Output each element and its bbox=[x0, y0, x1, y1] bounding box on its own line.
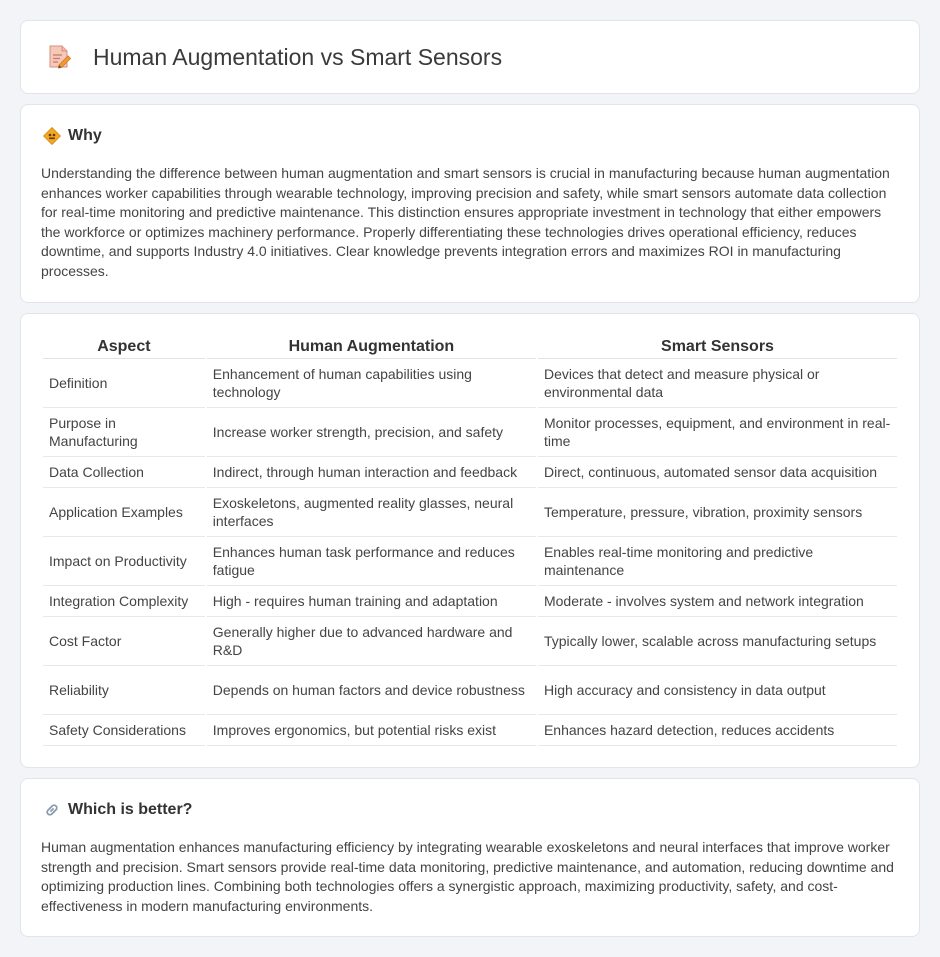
smart-sensors-cell: Devices that detect and measure physical or environmental data bbox=[538, 359, 897, 408]
header-aspect: Aspect bbox=[43, 334, 205, 359]
human-augmentation-cell: Exoskeletons, augmented reality glasses, neural interfaces bbox=[207, 488, 536, 537]
smart-sensors-cell: Enhances hazard detection, reduces accidents bbox=[538, 715, 897, 746]
smart-sensors-cell: Enables real-time monitoring and predictive maintenance bbox=[538, 537, 897, 586]
table-row bbox=[43, 666, 897, 715]
table-row bbox=[43, 537, 897, 586]
table-row bbox=[43, 359, 897, 408]
aspect-cell: Definition bbox=[43, 359, 205, 408]
aspect-cell: Safety Considerations bbox=[43, 715, 205, 746]
aspect-cell: Purpose in Manufacturing bbox=[43, 408, 205, 457]
human-augmentation-cell: Improves ergonomics, but potential risks exist bbox=[207, 715, 536, 746]
human-augmentation-cell: Enhancement of human capabilities using technology bbox=[207, 359, 536, 408]
diamond-sign-icon bbox=[43, 127, 61, 145]
table-row bbox=[43, 457, 897, 488]
smart-sensors-cell: Direct, continuous, automated sensor data acquisition bbox=[538, 457, 897, 488]
comparison-table bbox=[41, 334, 899, 746]
header-smart-sensors: Smart Sensors bbox=[538, 334, 897, 359]
aspect-cell: Data Collection bbox=[43, 457, 205, 488]
better-heading bbox=[43, 801, 192, 819]
aspect-cell: Impact on Productivity bbox=[43, 537, 205, 586]
human-augmentation-cell: Increase worker strength, precision, and safety bbox=[207, 408, 536, 457]
why-text: Understanding the difference between human augmentation and smart sensors is crucial in manufacturing because human augmentation enhances worker capabilities through wearable technology, improving precision and safety, while smart sensors automate data collection for real-time monitoring and predictive maintenance. This distinction ensures appropriate investment in technology that either empowers the workforce or optimizes machinery performance. Properly differentiating these technologies drives operational efficiency, reduces downtime, and supports Industry 4.0 initiatives. Clear knowledge prevents integration errors and maximizes ROI in manufacturing processes. bbox=[41, 165, 890, 279]
smart-sensors-cell: High accuracy and consistency in data output bbox=[538, 666, 897, 715]
smart-sensors-cell: Moderate - involves system and network integration bbox=[538, 586, 897, 617]
aspect-cell: Reliability bbox=[43, 666, 205, 715]
smart-sensors-cell: Temperature, pressure, vibration, proximity sensors bbox=[538, 488, 897, 537]
smart-sensors-cell: Monitor processes, equipment, and environment in real-time bbox=[538, 408, 897, 457]
document-pencil-icon bbox=[45, 43, 73, 71]
title-row bbox=[45, 43, 502, 71]
human-augmentation-cell: Depends on human factors and device robustness bbox=[207, 666, 536, 715]
table-row bbox=[43, 586, 897, 617]
human-augmentation-cell: Generally higher due to advanced hardware and R&D bbox=[207, 617, 536, 666]
human-augmentation-cell: High - requires human training and adaptation bbox=[207, 586, 536, 617]
table-row bbox=[43, 617, 897, 666]
aspect-cell: Cost Factor bbox=[43, 617, 205, 666]
header-human-augmentation: Human Augmentation bbox=[207, 334, 536, 359]
human-augmentation-cell: Indirect, through human interaction and feedback bbox=[207, 457, 536, 488]
why-heading bbox=[43, 127, 102, 145]
link-icon bbox=[43, 801, 61, 819]
table-header-row bbox=[43, 334, 897, 359]
aspect-cell: Integration Complexity bbox=[43, 586, 205, 617]
why-title: Why bbox=[68, 127, 102, 144]
why-card bbox=[20, 104, 920, 303]
table-row bbox=[43, 488, 897, 537]
aspect-cell: Application Examples bbox=[43, 488, 205, 537]
page-title: Human Augmentation vs Smart Sensors bbox=[93, 43, 503, 70]
title-card bbox=[20, 20, 920, 94]
comparison-card bbox=[20, 313, 920, 768]
table-row bbox=[43, 715, 897, 746]
human-augmentation-cell: Enhances human task performance and reduces fatigue bbox=[207, 537, 536, 586]
better-text: Human augmentation enhances manufacturing efficiency by integrating wearable exoskeletons and neural interfaces that improve worker strength and precision. Smart sensors provide real-time data monitoring, predictive maintenance, and automation, reducing downtime and optimizing production lines. Combining both technologies offers a synergistic approach, maximizing productivity, safety, and cost-effectiveness in modern manufacturing environments. bbox=[41, 839, 894, 914]
smart-sensors-cell: Typically lower, scalable across manufacturing setups bbox=[538, 617, 897, 666]
which-is-better-card bbox=[20, 778, 920, 937]
better-title: Which is better? bbox=[68, 801, 193, 818]
table-row bbox=[43, 408, 897, 457]
